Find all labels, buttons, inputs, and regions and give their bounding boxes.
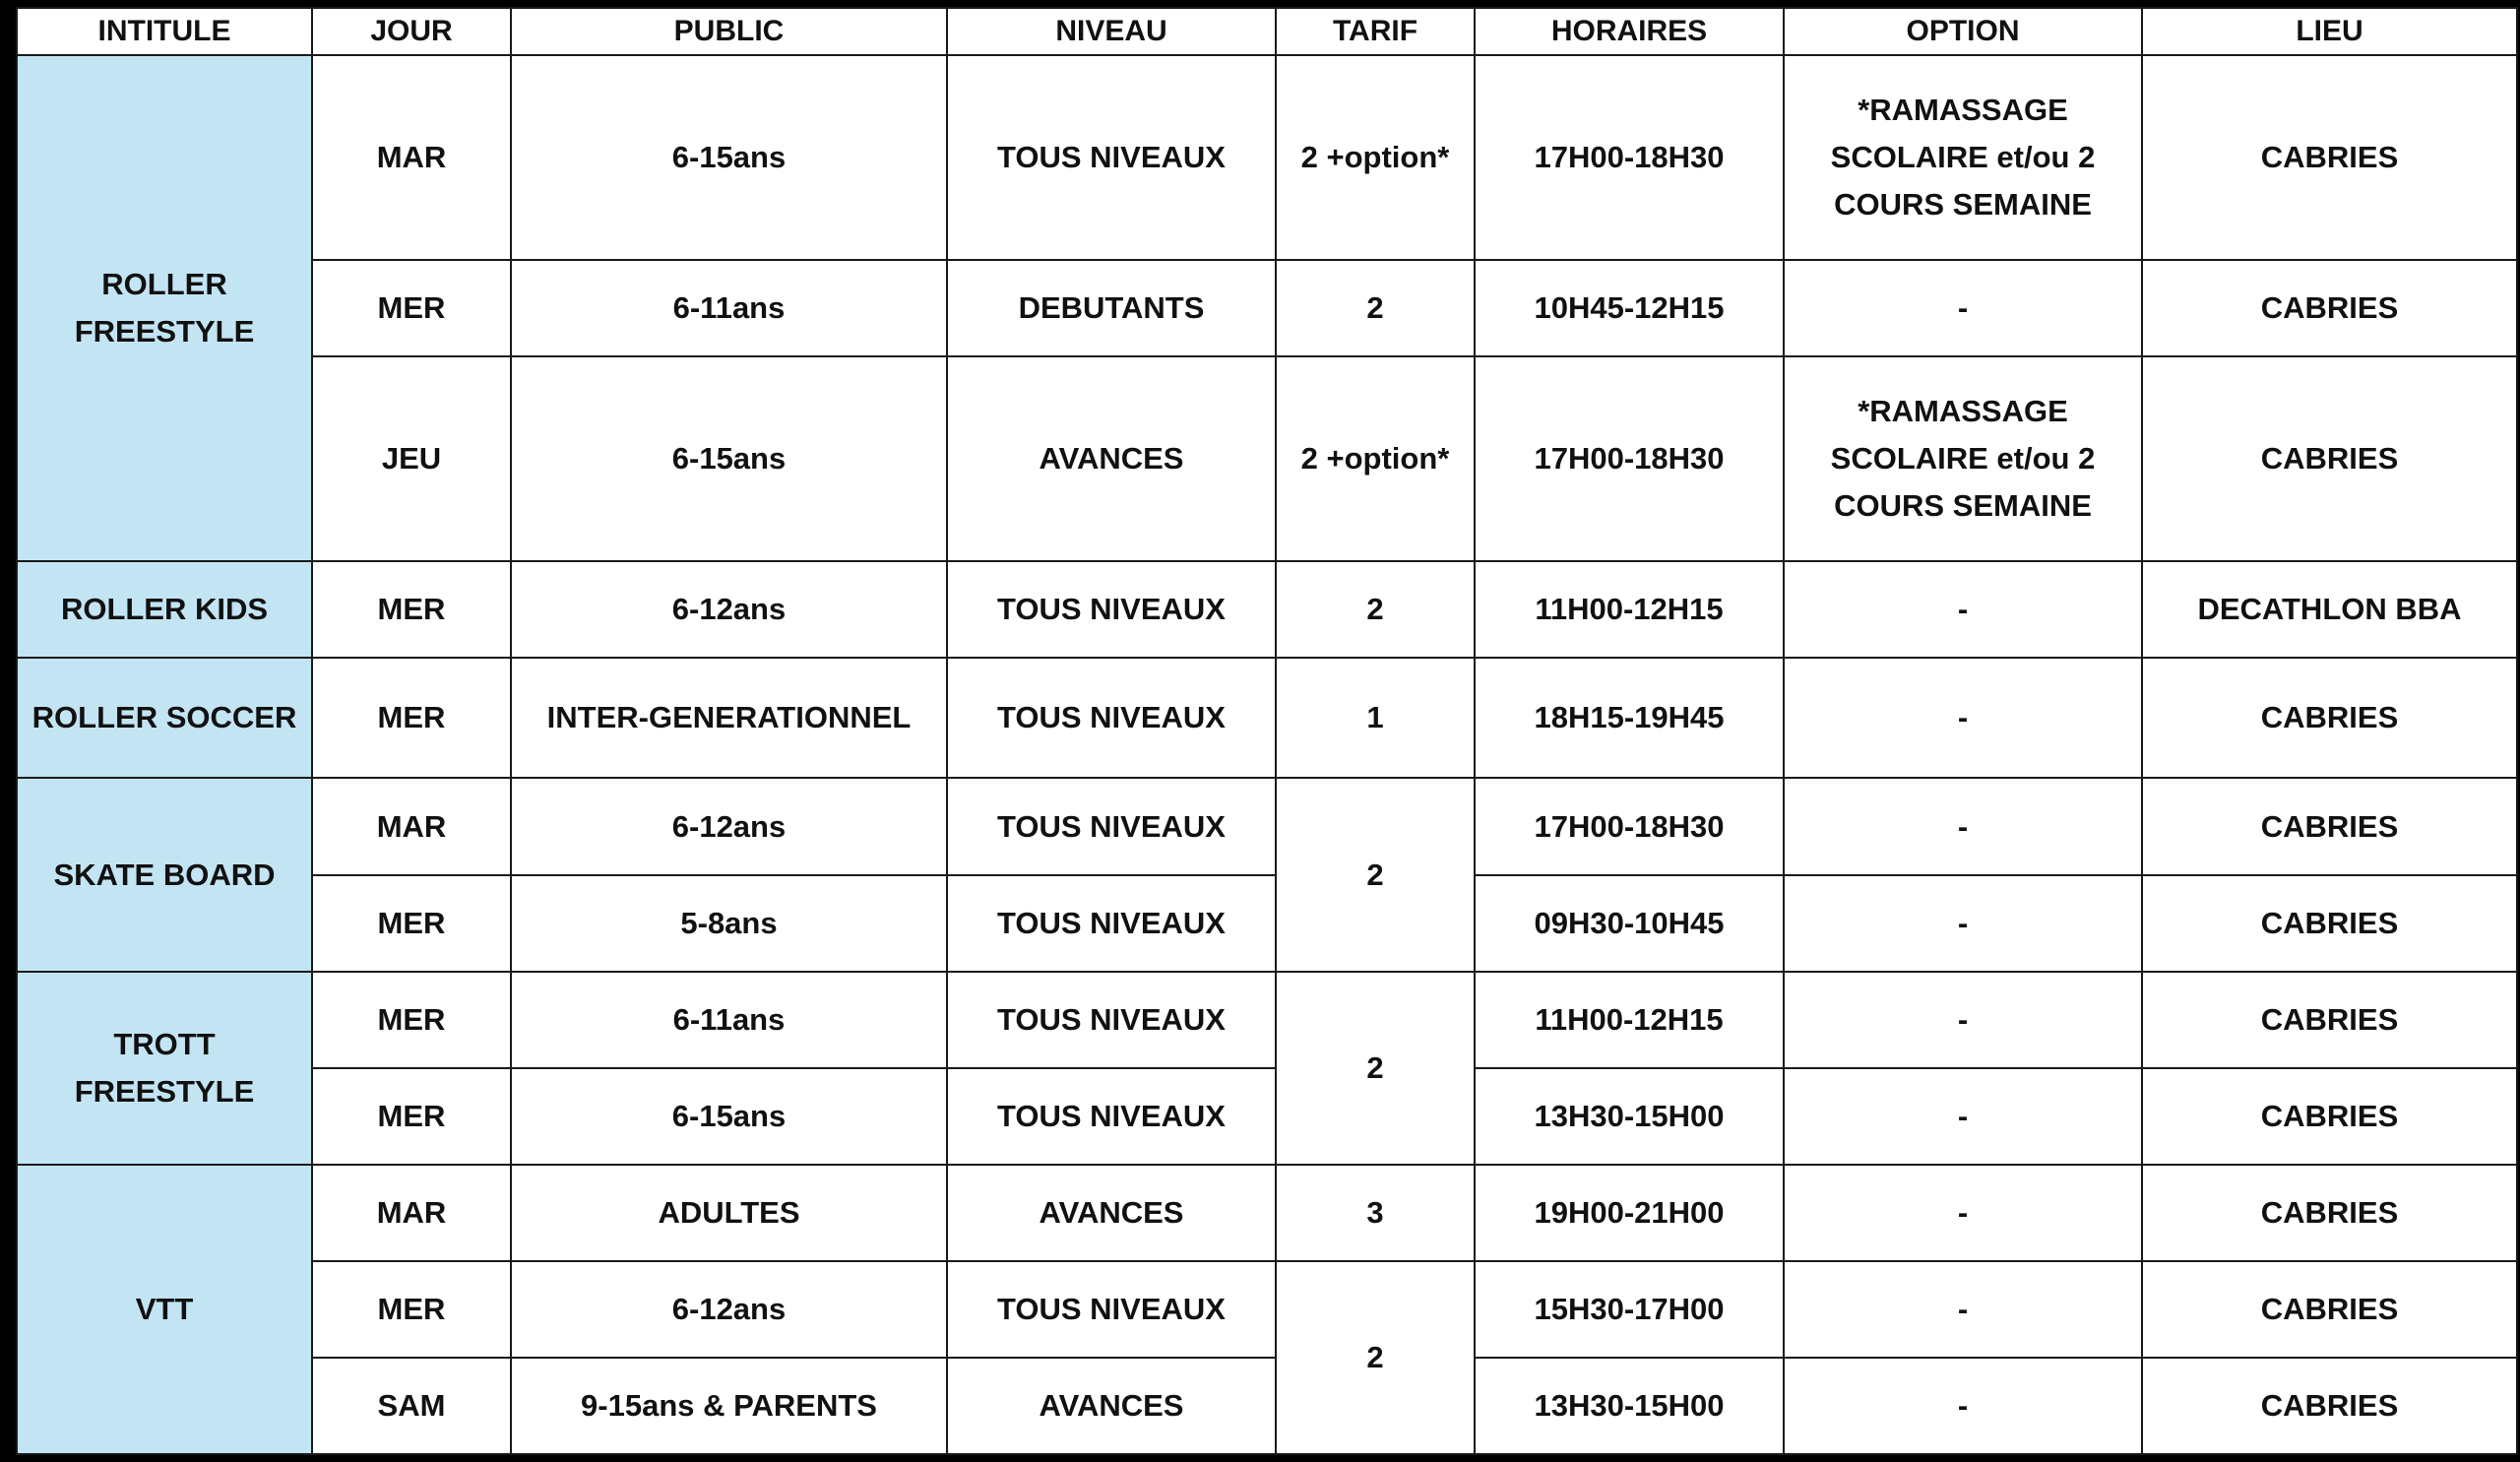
jour-cell: MER (312, 260, 511, 356)
jour-cell: MER (312, 658, 511, 778)
option-cell: - (1784, 875, 2142, 972)
option-cell: - (1784, 1165, 2142, 1261)
public-cell: 6-12ans (511, 561, 947, 658)
jour-cell: MAR (312, 1165, 511, 1261)
lieu-cell: CABRIES (2142, 1358, 2517, 1454)
horaires-cell: 13H30-15H00 (1475, 1358, 1784, 1454)
niveau-cell: DEBUTANTS (947, 260, 1276, 356)
header-lieu: LIEU (2142, 8, 2517, 55)
tarif-cell: 3 (1276, 1165, 1475, 1261)
lieu-cell: CABRIES (2142, 972, 2517, 1068)
table-row (17, 260, 2517, 356)
intitule-cell: ROLLER FREESTYLE (17, 55, 312, 561)
option-cell: *RAMASSAGE SCOLAIRE et/ou 2 COURS SEMAINE (1784, 356, 2142, 561)
lieu-cell: CABRIES (2142, 778, 2517, 874)
horaires-cell: 11H00-12H15 (1475, 972, 1784, 1068)
jour-cell: SAM (312, 1358, 511, 1454)
horaires-cell: 10H45-12H15 (1475, 260, 1784, 356)
tarif-cell: 2 (1276, 260, 1475, 356)
tarif-cell: 2 (1276, 778, 1475, 971)
table-row (17, 55, 2517, 260)
tarif-cell: 1 (1276, 658, 1475, 778)
horaires-cell: 18H15-19H45 (1475, 658, 1784, 778)
public-cell: 9-15ans & PARENTS (511, 1358, 947, 1454)
intitule-cell: SKATE BOARD (17, 778, 312, 971)
header-intitule: INTITULE (17, 8, 312, 55)
table-row (17, 1068, 2517, 1165)
horaires-cell: 15H30-17H00 (1475, 1261, 1784, 1358)
tarif-cell: 2 (1276, 561, 1475, 658)
table-row (17, 658, 2517, 778)
option-cell: - (1784, 1261, 2142, 1358)
niveau-cell: TOUS NIVEAUX (947, 875, 1276, 972)
table-row (17, 1261, 2517, 1358)
tarif-cell: 2 +option* (1276, 55, 1475, 260)
jour-cell: MER (312, 1068, 511, 1165)
table-row (17, 1165, 2517, 1261)
niveau-cell: TOUS NIVEAUX (947, 1261, 1276, 1358)
option-cell: - (1784, 658, 2142, 778)
jour-cell: MER (312, 561, 511, 658)
niveau-cell: TOUS NIVEAUX (947, 658, 1276, 778)
option-cell: - (1784, 260, 2142, 356)
niveau-cell: TOUS NIVEAUX (947, 1068, 1276, 1165)
public-cell: 6-15ans (511, 356, 947, 561)
lieu-cell: CABRIES (2142, 55, 2517, 260)
public-cell: 6-12ans (511, 1261, 947, 1358)
public-cell: 6-15ans (511, 1068, 947, 1165)
niveau-cell: AVANCES (947, 1165, 1276, 1261)
horaires-cell: 17H00-18H30 (1475, 55, 1784, 260)
tarif-cell: 2 (1276, 972, 1475, 1165)
lieu-cell: DECATHLON BBA (2142, 561, 2517, 658)
option-cell: - (1784, 778, 2142, 874)
lieu-cell: CABRIES (2142, 1165, 2517, 1261)
table-row (17, 972, 2517, 1068)
tarif-cell: 2 (1276, 1261, 1475, 1454)
jour-cell: MAR (312, 778, 511, 874)
table-row (17, 1358, 2517, 1454)
public-cell: 6-11ans (511, 972, 947, 1068)
intitule-cell: TROTT FREESTYLE (17, 972, 312, 1165)
schedule-table (16, 7, 2518, 1455)
header-niveau: NIVEAU (947, 8, 1276, 55)
tarif-cell: 2 +option* (1276, 356, 1475, 561)
jour-cell: JEU (312, 356, 511, 561)
horaires-cell: 17H00-18H30 (1475, 778, 1784, 874)
jour-cell: MER (312, 1261, 511, 1358)
intitule-cell: VTT (17, 1165, 312, 1454)
header-horaires: HORAIRES (1475, 8, 1784, 55)
table-row (17, 356, 2517, 561)
public-cell: INTER-GENERATIONNEL (511, 658, 947, 778)
lieu-cell: CABRIES (2142, 1068, 2517, 1165)
public-cell: 6-11ans (511, 260, 947, 356)
option-cell: - (1784, 1068, 2142, 1165)
niveau-cell: AVANCES (947, 356, 1276, 561)
horaires-cell: 13H30-15H00 (1475, 1068, 1784, 1165)
header-option: OPTION (1784, 8, 2142, 55)
jour-cell: MAR (312, 55, 511, 260)
horaires-cell: 19H00-21H00 (1475, 1165, 1784, 1261)
option-cell: - (1784, 1358, 2142, 1454)
header-row (17, 8, 2517, 55)
header-tarif: TARIF (1276, 8, 1475, 55)
lieu-cell: CABRIES (2142, 1261, 2517, 1358)
public-cell: 6-12ans (511, 778, 947, 874)
niveau-cell: TOUS NIVEAUX (947, 55, 1276, 260)
table-row (17, 875, 2517, 972)
public-cell: 6-15ans (511, 55, 947, 260)
jour-cell: MER (312, 972, 511, 1068)
option-cell: - (1784, 561, 2142, 658)
niveau-cell: AVANCES (947, 1358, 1276, 1454)
header-public: PUBLIC (511, 8, 947, 55)
intitule-cell: ROLLER KIDS (17, 561, 312, 658)
niveau-cell: TOUS NIVEAUX (947, 561, 1276, 658)
lieu-cell: CABRIES (2142, 356, 2517, 561)
header-jour: JOUR (312, 8, 511, 55)
lieu-cell: CABRIES (2142, 875, 2517, 972)
option-cell: - (1784, 972, 2142, 1068)
lieu-cell: CABRIES (2142, 658, 2517, 778)
intitule-cell: ROLLER SOCCER (17, 658, 312, 778)
public-cell: 5-8ans (511, 875, 947, 972)
option-cell: *RAMASSAGE SCOLAIRE et/ou 2 COURS SEMAINE (1784, 55, 2142, 260)
horaires-cell: 11H00-12H15 (1475, 561, 1784, 658)
lieu-cell: CABRIES (2142, 260, 2517, 356)
public-cell: ADULTES (511, 1165, 947, 1261)
horaires-cell: 09H30-10H45 (1475, 875, 1784, 972)
niveau-cell: TOUS NIVEAUX (947, 778, 1276, 874)
table-row (17, 778, 2517, 874)
horaires-cell: 17H00-18H30 (1475, 356, 1784, 561)
jour-cell: MER (312, 875, 511, 972)
table-row (17, 561, 2517, 658)
niveau-cell: TOUS NIVEAUX (947, 972, 1276, 1068)
